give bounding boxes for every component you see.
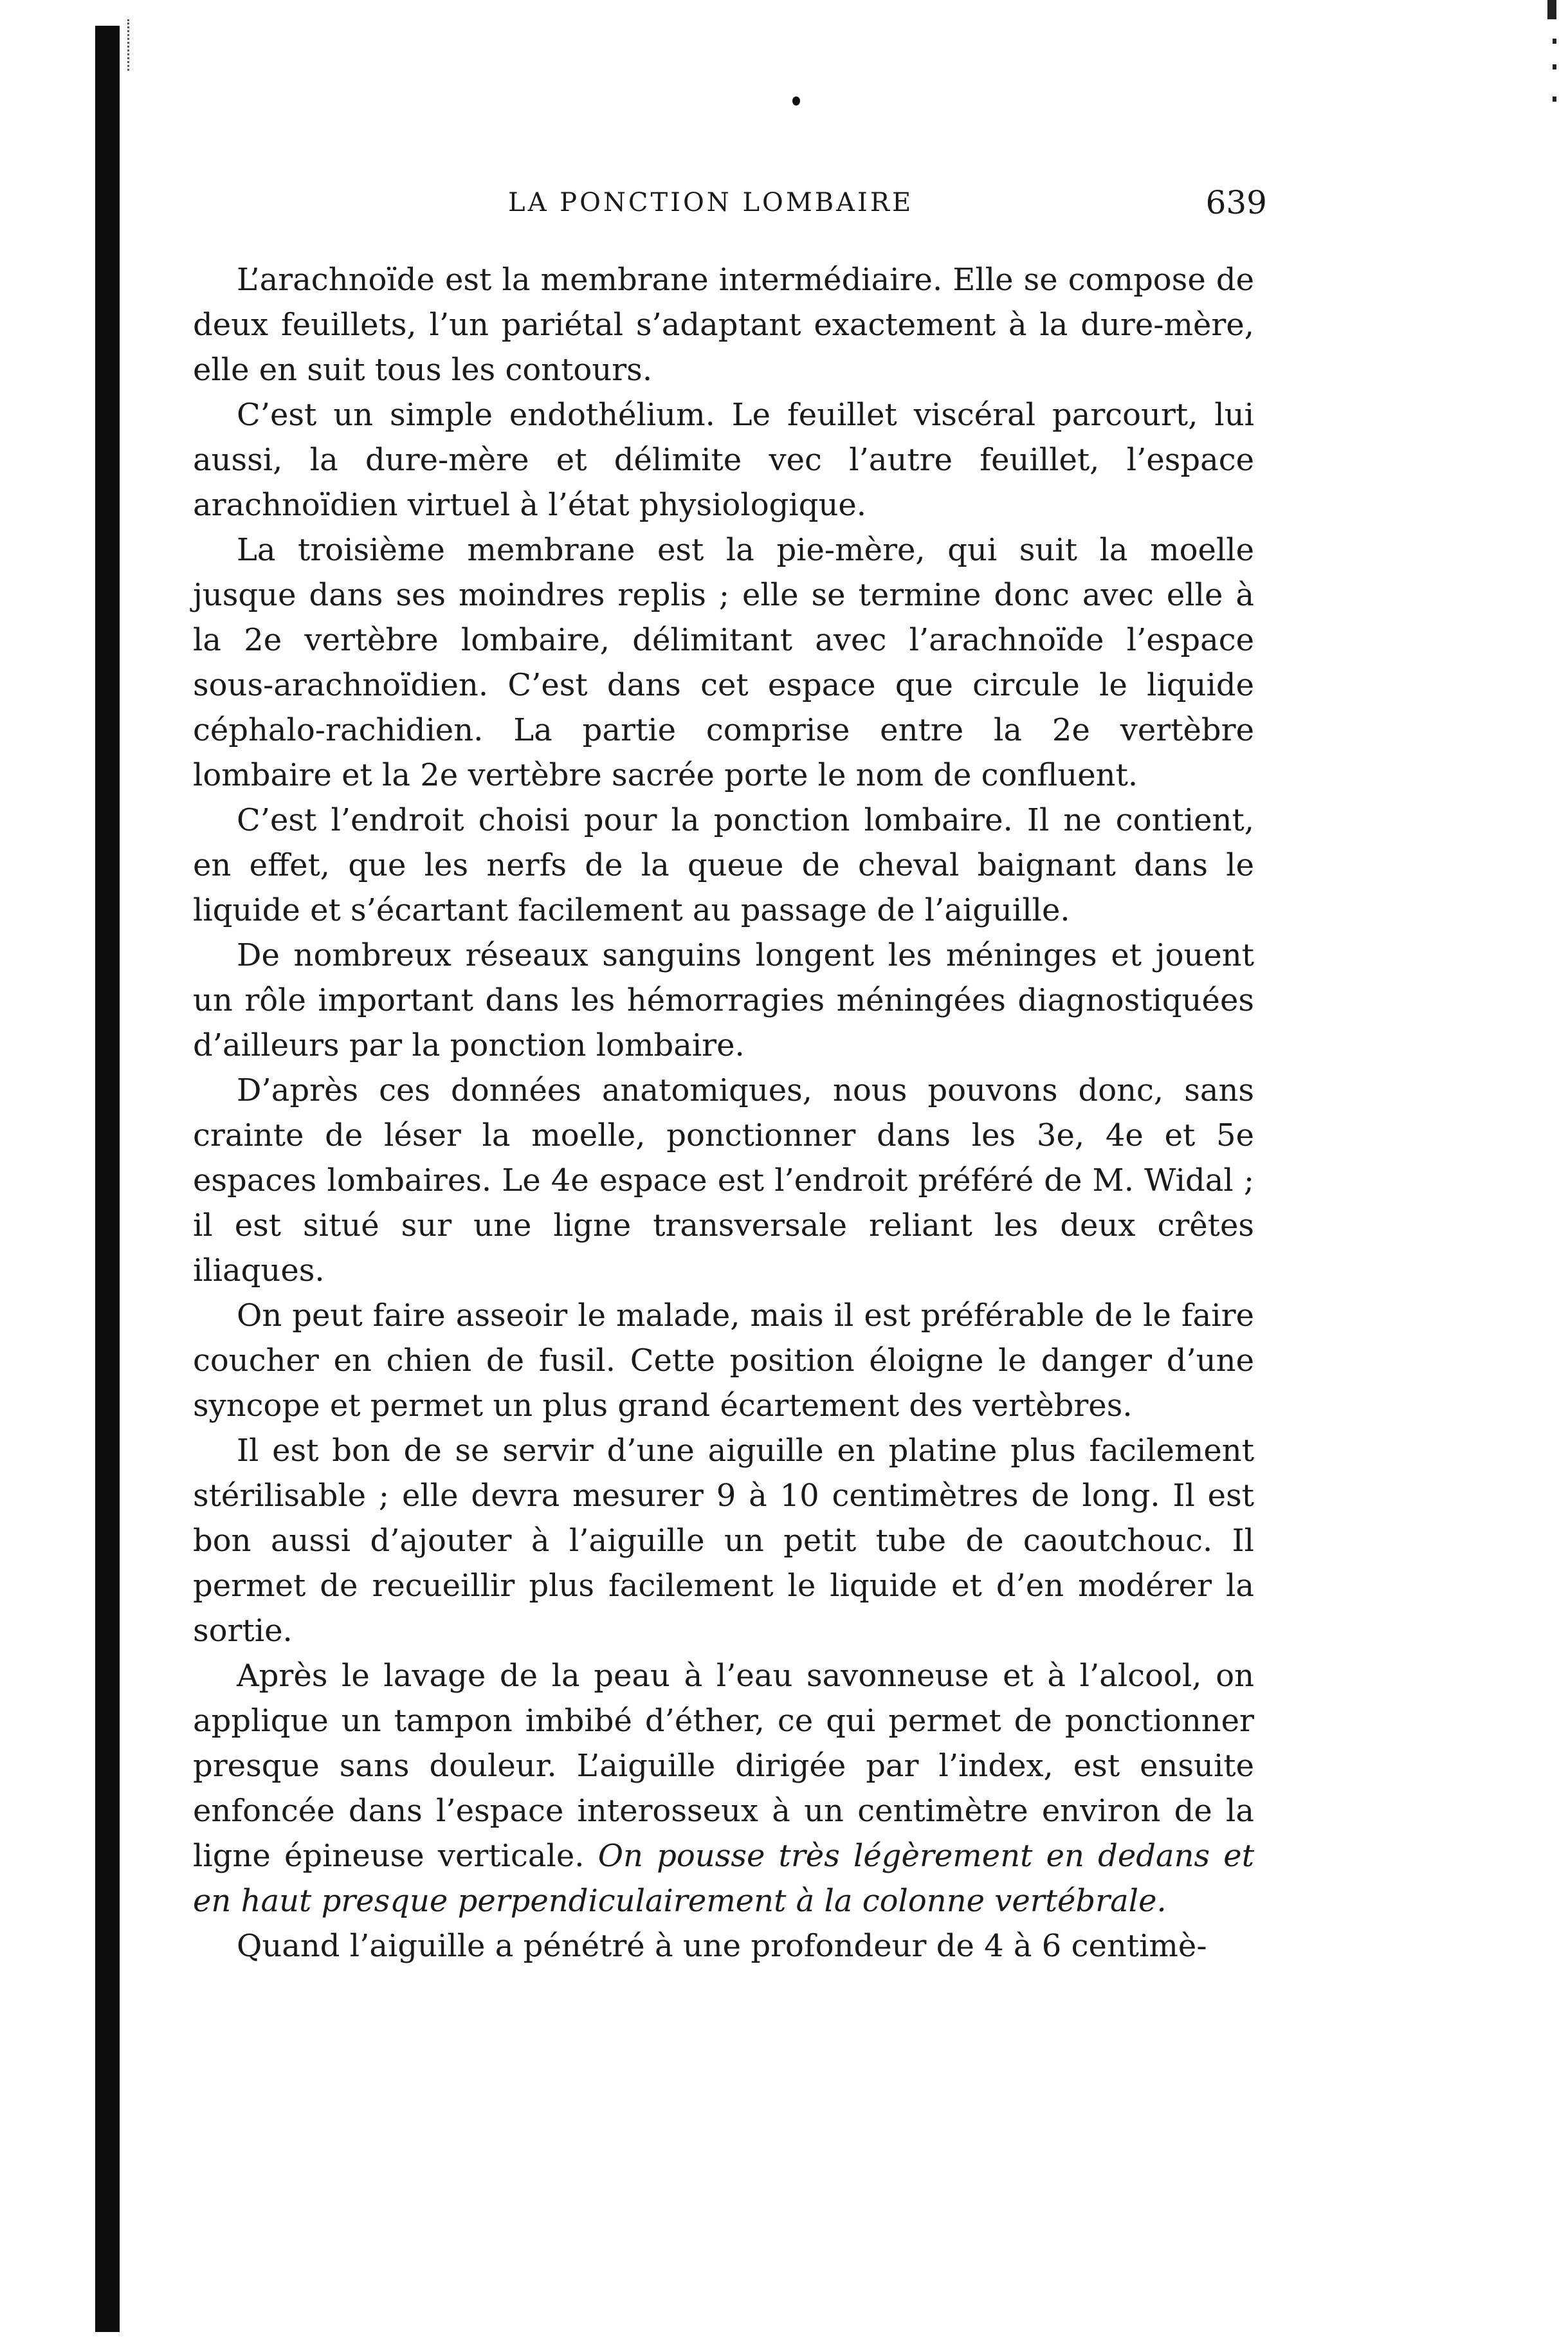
paragraph-4: C’est l’endroit choisi pour la ponction lombaire. Il ne contient, en effet, que les nerfs de la queue de cheval baignant dans le liquide et s’écartant facilement au passage de l’aiguille. — [193, 802, 1254, 928]
ink-speck — [792, 96, 800, 106]
paragraph-9-text: Après le lavage de la peau à l’eau savonneuse et à l’alcool, on applique un tampon imbibé d’éther, ce qui permet de ponctionner presque sans douleur. L’aiguille dirigée par l’index, est ensuite enfoncée dans l’espace interosseux à un centimètre environ de la ligne épineuse verticale. — [193, 1658, 1254, 1874]
body-text — [193, 257, 1254, 1969]
paragraph-7: On peut faire asseoir le malade, mais il est préférable de le faire coucher en chien de fusil. Cette position éloigne le danger d’une syncope et permet un plus grand écartement des vertèbres. — [193, 1298, 1254, 1424]
paragraph-2: C’est un simple endothélium. Le feuillet viscéral parcourt, lui aussi, la dure-mère et délimite vec l’autre feuillet, l’espace arachnoïdien virtuel à l’état physiologique. — [193, 397, 1254, 523]
book-binding-edge — [95, 26, 120, 2332]
binding-marks — [127, 19, 138, 71]
paragraph-9 — [193, 1653, 1254, 1923]
paragraph-8: Il est bon de se servir d’une aiguille en platine plus facilement stérilisable ; elle devra mesurer 9 à 10 centimètres de long. Il est bon aussi d’ajouter à l’aiguille un petit tube de caoutchouc. Il permet de recueillir plus facilement le liquide et d’en modérer la sortie. — [193, 1433, 1254, 1649]
paragraph-5: De nombreux réseaux sanguins longent les méninges et jouent un rôle important dans les hémorragies méningées diagnostiquées d’ailleurs par la ponction lombaire. — [193, 937, 1254, 1063]
paragraph-10: Quand l’aiguille a pénétré à une profondeur de 4 à 6 centimè- — [237, 1928, 1207, 1964]
paragraph-1: L’arachnoïde est la membrane intermédiaire. Elle se compose de deux feuillets, l’un pariétal s’adaptant exactement à la dure-mère, elle en suit tous les contours. — [193, 262, 1254, 388]
page-number: 639 — [1205, 184, 1267, 221]
page-header — [508, 180, 1267, 225]
scan-edge-marks — [1537, 0, 1556, 148]
running-title: LA PONCTION LOMBAIRE — [508, 188, 914, 217]
paragraph-9-italic: On pousse très légèrement en dedans et en haut presque perpendiculairement à la colonne vertébrale. — [193, 1838, 1254, 1919]
paragraph-6: D’après ces données anatomiques, nous pouvons donc, sans crainte de léser la moelle, ponctionner dans les 3e, 4e et 5e espaces lombaires. Le 4e espace est l’endroit préféré de M. Widal ; il est situé sur une ligne transversale reliant les deux crêtes iliaques. — [193, 1072, 1254, 1289]
paragraph-3: La troisième membrane est la pie-mère, qui suit la moelle jusque dans ses moindres replis ; elle se termine donc avec elle à la 2e vertèbre lombaire, délimitant avec l’arachnoïde l’espace sous-arachnoïdien. C’est dans cet espace que circule le liquide céphalo-rachidien. La partie comprise entre la 2e vertèbre lombaire et la 2e vertèbre sacrée porte le nom de confluent. — [193, 532, 1254, 793]
